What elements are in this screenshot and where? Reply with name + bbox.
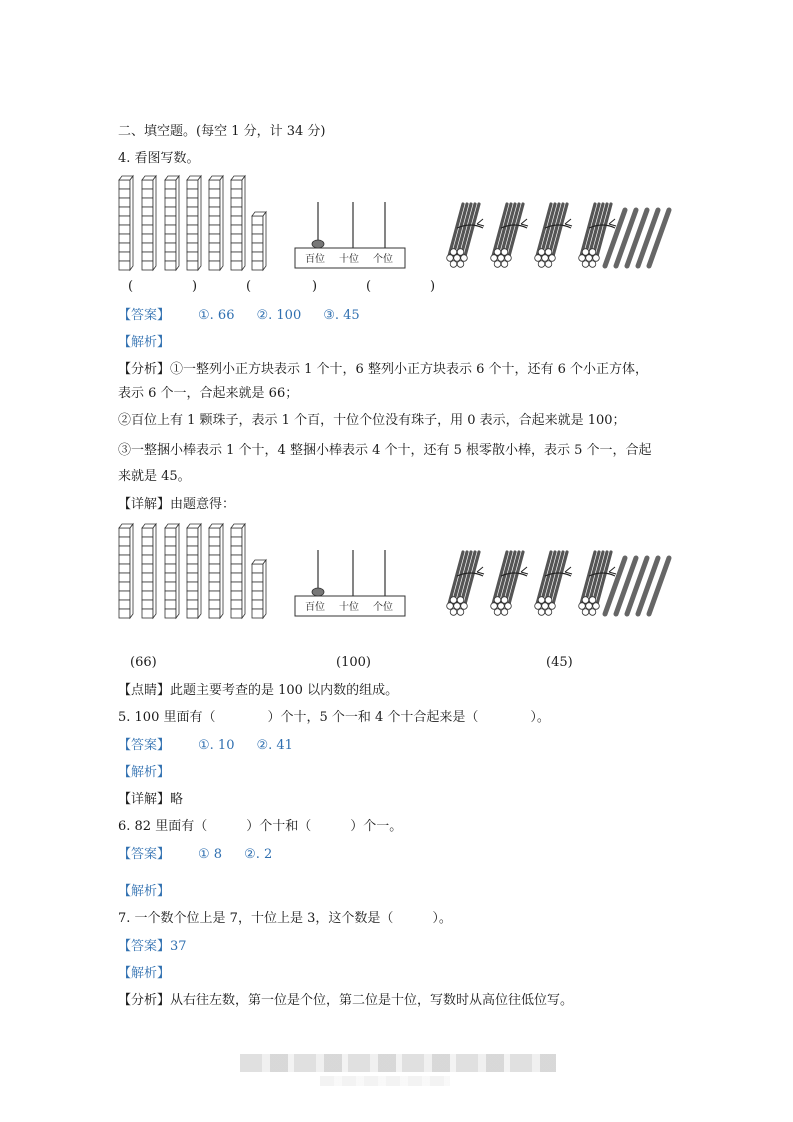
q4-blank-3-close: ) — [430, 279, 436, 294]
q4-answer — [118, 307, 360, 325]
stick-bundle — [535, 552, 572, 615]
q4-fenxi-3: ②百位上有 1 颗珠子，表示 1 个百，十位个位没有珠子，用 0 表示，合起来就是 100； — [118, 413, 626, 428]
q4-dianjing: 【点睛】此题主要考查的是 100 以内数的组成。 — [118, 683, 399, 698]
ten-cube-column — [142, 176, 156, 270]
ten-cube-column — [209, 524, 223, 618]
abacus-place-label: 百位 — [305, 602, 325, 613]
q4-fenxi-1: 【分析】①一整列小正方块表示 1 个十，6 整列小正方块表示 6 个十，还有 6 个小正方体， — [118, 362, 649, 377]
q4-blank-2-open: ( — [246, 279, 252, 294]
ten-cube-column — [209, 176, 223, 270]
q7-stem: 7. 一个数个位上是 7，十位上是 3，这个数是（ ）。 — [118, 911, 452, 926]
q5-xiangjie: 【详解】略 — [118, 792, 184, 807]
loose-stick — [627, 210, 647, 266]
q4-result-1: (66) — [130, 655, 157, 670]
answer-value-3: ③. 45 — [323, 308, 360, 323]
q4-result-3: (45) — [546, 655, 573, 670]
answer-tag: 【答案】 — [118, 738, 171, 753]
answer-value-2: ②. 100 — [256, 308, 302, 323]
stick-bundle — [447, 204, 484, 267]
answer-tag: 【答案】 — [118, 308, 171, 323]
stick-bundle — [491, 204, 528, 267]
ten-cube-column — [187, 524, 201, 618]
abacus-place-label: 十位 — [339, 602, 359, 613]
blurred-watermark-sub — [320, 1076, 450, 1086]
answer-value-1: ① 8 — [198, 847, 223, 862]
abacus — [295, 550, 405, 616]
ten-cube-column — [142, 524, 156, 618]
q6-stem: 6. 82 里面有（ ）个十和（ ）个一。 — [118, 819, 403, 834]
answer-value-1: ①. 10 — [198, 738, 235, 753]
q6-answer — [118, 846, 272, 864]
loose-stick — [627, 558, 647, 614]
q4-blank-3-open: ( — [366, 279, 372, 294]
q5-answer — [118, 737, 293, 755]
ten-cube-column — [119, 524, 133, 618]
loose-stick — [638, 558, 658, 614]
q4-figure-detail — [115, 520, 675, 620]
stick-bundle — [535, 204, 572, 267]
q4-xiangjie: 【详解】由题意得： — [118, 497, 236, 512]
single-cube-column — [252, 560, 266, 618]
q7-fenxi: 【分析】从右往左数，第一位是个位，第二位是十位，写数时从高位往低位写。 — [118, 993, 574, 1008]
stick-bundle — [491, 552, 528, 615]
q4-figure-top — [115, 172, 675, 272]
ten-cube-column — [165, 524, 179, 618]
answer-value-2: ②. 41 — [256, 738, 293, 753]
q4-stem: 4. 看图写数。 — [118, 151, 200, 166]
ten-cube-column — [165, 176, 179, 270]
loose-stick — [616, 558, 636, 614]
answer-value-2: ②. 2 — [244, 847, 273, 862]
abacus-place-label: 个位 — [373, 254, 393, 265]
stick-bundle — [447, 552, 484, 615]
loose-stick — [616, 210, 636, 266]
q4-fenxi-4: ③一整捆小棒表示 1 个十，4 整捆小棒表示 4 个十，还有 5 根零散小棒，表示 5 个一，合起 — [118, 443, 652, 458]
abacus-bead — [312, 240, 324, 248]
q7-jiexi: 【解析】 — [118, 966, 171, 981]
ten-cube-column — [231, 524, 245, 618]
abacus — [295, 202, 405, 268]
q4-blank-2-close: ) — [312, 279, 318, 294]
loose-stick — [649, 210, 669, 266]
ten-cube-column — [231, 176, 245, 270]
q4-blank-1-close: ) — [192, 279, 198, 294]
ten-cube-column — [187, 176, 201, 270]
single-cube-column — [252, 212, 266, 270]
q7-answer: 【答案】37 — [118, 939, 187, 954]
abacus-bead — [312, 588, 324, 596]
q4-blank-1-open: ( — [128, 279, 134, 294]
abacus-place-label: 百位 — [305, 254, 325, 265]
answer-value-1: ①. 66 — [198, 308, 235, 323]
q4-result-2: (100) — [336, 655, 371, 670]
answer-tag: 【答案】 — [118, 847, 171, 862]
q4-fenxi-2: 表示 6 个一，合起来就是 66； — [118, 386, 299, 401]
ten-cube-column — [119, 176, 133, 270]
blurred-watermark — [240, 1054, 556, 1072]
q5-jiexi: 【解析】 — [118, 765, 171, 780]
abacus-place-label: 个位 — [373, 602, 393, 613]
loose-stick — [649, 558, 669, 614]
q4-fenxi-5: 来就是 45。 — [118, 469, 191, 484]
q6-jiexi: 【解析】 — [118, 884, 171, 899]
q5-stem: 5. 100 里面有（ ）个十，5 个一和 4 个十合起来是（ ）。 — [118, 710, 550, 725]
section-title: 二、填空题。(每空 1 分，计 34 分) — [118, 124, 326, 139]
q4-jiexi: 【解析】 — [118, 335, 171, 350]
abacus-place-label: 十位 — [339, 254, 359, 265]
loose-stick — [638, 210, 658, 266]
